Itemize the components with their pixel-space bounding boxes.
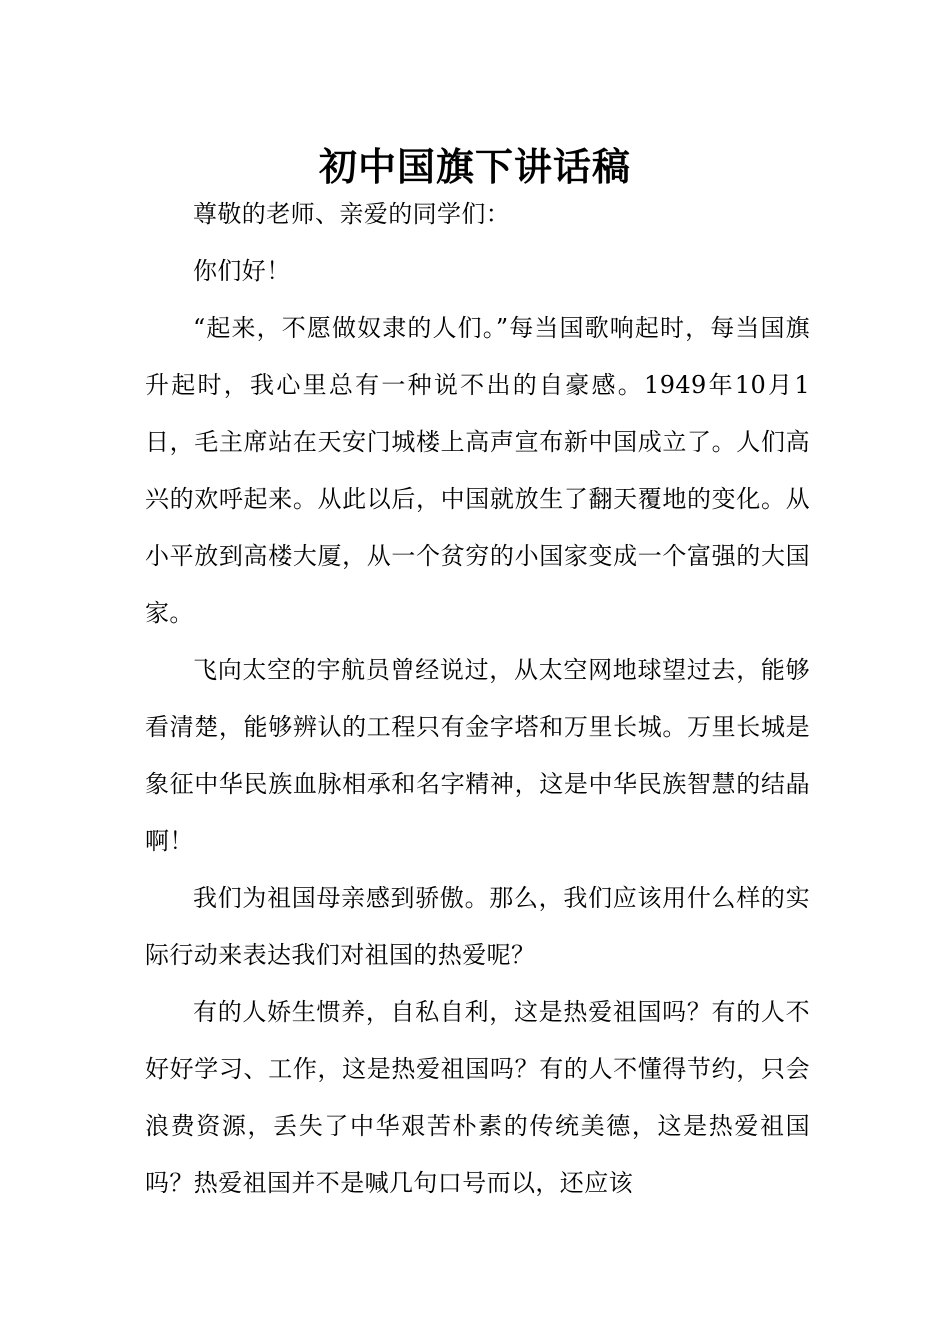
body-paragraph: “起来，不愿做奴隶的人们。”每当国歌响起时，每当国旗升起时，我心里总有一种说不出的自豪感。1949年10月1日，毛主席站在天安门城楼上高声宣布新中国成立了。人们高兴的欢呼起来。从此以后，中国就放生了翻天覆地的变化。从小平放到高楼大厦，从一个贫穷的小国家变成一个富强的大国家。: [145, 314, 810, 627]
greeting-paragraph: 尊敬的老师、亲爱的同学们：: [193, 200, 511, 228]
salutation-paragraph: 你们好！: [193, 257, 291, 285]
document-body: [145, 186, 810, 1212]
body-paragraph: 我们为祖国母亲感到骄傲。那么，我们应该用什么样的实际行动来表达我们对祖国的热爱呢？: [145, 884, 810, 969]
body-paragraph: 飞向太空的宇航员曾经说过，从太空网地球望过去，能够看清楚，能够辨认的工程只有金字塔和万里长城。万里长城是象征中华民族血脉相承和名字精神，这是中华民族智慧的结晶啊！: [145, 656, 810, 855]
body-paragraph: 有的人娇生惯养，自私自利，这是热爱祖国吗？有的人不好好学习、工作，这是热爱祖国吗？有的人不懂得节约，只会浪费资源，丢失了中华艰苦朴素的传统美德，这是热爱祖国吗？热爱祖国并不是喊几句口号而以，还应该: [145, 998, 810, 1197]
document-title: 初中国旗下讲话稿: [318, 145, 631, 190]
